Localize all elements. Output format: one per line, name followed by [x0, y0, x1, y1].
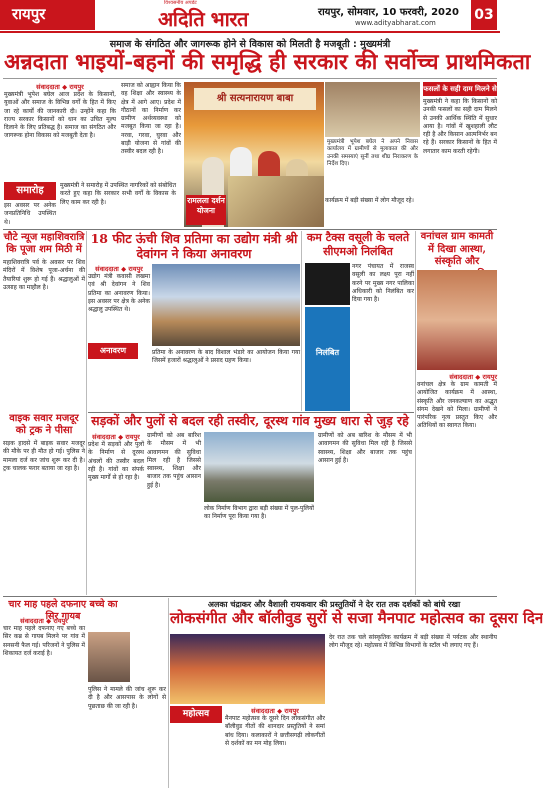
bottom-left-column-1	[3, 616, 85, 786]
tax-body: नगर पंचायत में राजस्व वसूली का लक्ष्य पूरा नहीं करने पर मुख्य नगर पालिका अधिकारी को निलंबित कर दिया गया है।	[352, 263, 414, 304]
statue-photo	[152, 264, 300, 346]
vananchal-body: वनांचल क्षेत्र के ग्राम कामती में आयोजित कार्यक्रम में आस्था, संस्कृति और जनकल्याण का अद्भुत संगम देखने को मिला। ग्रामीणों ने पारंपरिक नृत्य प्रस्तुत किए और अतिथियों का स्वागत किया।	[417, 381, 497, 430]
statue-headline[interactable]: 18 फीट ऊंची शिव प्रतिमा का उद्योग मंत्री श्री देवांगन ने किया अनावरण	[90, 231, 298, 261]
photo-banner: श्री सत्यनारायण बाबा	[194, 88, 316, 110]
vananchal-byline: संवाददाता ◆ रायपुर	[449, 373, 497, 381]
photo-caption	[325, 137, 420, 197]
mahotsav-tag: महोत्सव	[170, 706, 222, 723]
roads-byline: संवाददाता ◆ रायपुर	[92, 433, 140, 441]
statue-body-2: प्रतिमा के अनावरण के बाद विशाल भंडारे का आयोजन किया गया जिसमें हजारों श्रद्धालुओं ने प्रसाद ग्रहण किया।	[152, 349, 300, 365]
lead-body-3: मुख्यमंत्री ने समारोह में उपस्थित नागरिकों को संबोधित करते हुए कहा कि सरकार सभी वर्गों के विकास के लिए काम कर रही है।	[60, 182, 176, 206]
roads-body-3: लोक निर्माण विभाग द्वारा बड़ी संख्या में पुल-पुलियों का निर्माण पूरा किया गया है।	[204, 505, 314, 521]
divider	[415, 231, 416, 595]
villager-photo	[88, 632, 130, 682]
story-headline[interactable]: वाइक सवार मजदूर को ट्रक ने पीसा	[9, 413, 79, 436]
issue-date: रायपुर, सोमवार, 10 फरवरी, 2020	[318, 7, 459, 18]
meeting-photo	[325, 82, 420, 137]
divider	[301, 231, 302, 411]
roads-headline[interactable]: सड़कों और पुलों से बदल रही तस्वीर, दूरस्थ गांव मुख्य धारा से जुड़ रहे	[91, 413, 409, 428]
bottom-left-headline[interactable]: चार माह पहले दफनाए बच्चे का सिर गायब	[8, 599, 118, 622]
side-body: मुख्यमंत्री ने कहा कि किसानों को उनकी फसलों का सही दाम मिलने से उनकी आर्थिक स्थिति में सुधार आया है। गांवों में खुशहाली लौट रही है और किसान आत्मनिर्भर बन रहे हैं। सरकार किसानों के हित में लगातार काम करती रहेगी।	[423, 98, 497, 155]
lead-headline[interactable]: अन्नदाता भाइयों-बहनों की समृद्धि ही सरकार की सर्वोच्च प्राथमिकता	[4, 50, 531, 75]
statue-body-1: उद्योग मंत्री कवासी लखमा एवं श्री देवांगन ने शिव प्रतिमा का अनावरण किया। इस अवसर पर क्षेत्र के अनेक श्रद्धालु उपस्थित थे।	[88, 273, 150, 314]
lead-body-4: इस अवसर पर अनेक जनप्रतिनिधि उपस्थित थे।	[4, 202, 56, 226]
mahotsav-body-1: मैनपाट महोत्सव के दूसरे दिन लोकसंगीत और बॉलीवुड गीतों की शानदार प्रस्तुतियों ने समां बांध दिया। कलाकारों ने छत्तीसगढ़ी लोकगीतों से दर्शकों का मन मोह लिया।	[225, 715, 325, 747]
website-link[interactable]: www.adityabharat.com	[355, 19, 436, 27]
divider	[86, 231, 87, 595]
official-photo	[305, 263, 350, 305]
vananchal-headline[interactable]: वनांचल ग्राम कामती में दिखा आस्था, संस्कृति और	[420, 231, 494, 267]
logo-tagline: विश्वसनीय अपडेट	[164, 0, 197, 6]
roads-column-1	[88, 432, 144, 594]
lead-byline: संवाददाता ◆ रायपुर	[36, 83, 84, 91]
mahotsav-kicker: अलका चंद्राकर और वैशाली रायकवार की प्रस्तुतियों ने देर रात तक दर्शकों को बांधे रखा	[207, 600, 461, 609]
anavaran-tag: अनावरण	[88, 343, 138, 359]
lead-column-1	[4, 82, 116, 197]
newspaper-logo	[150, 0, 270, 32]
mahotsav-byline: संवाददाता ◆ रायपुर	[251, 707, 299, 715]
ramlala-tag: रामलला दर्शन योजना	[186, 195, 226, 225]
statue-column	[88, 264, 150, 411]
vananchal-column	[417, 372, 497, 594]
story-body: सड़क हादसे में बाइक सवार मजदूर की मौके पर ही मौत हो गई। पुलिस ने मामला दर्ज कर जांच शुरू कर दी है। ट्रक चालक फरार बताया जा रहा है।	[3, 440, 85, 472]
samaroh-tag: समारोह	[4, 182, 56, 200]
masthead-rule	[0, 31, 500, 33]
city-label: रायपुर	[12, 5, 46, 23]
bottom-left-byline: संवाददाता ◆ रायपुर	[20, 617, 68, 625]
divider	[3, 78, 497, 79]
mahotsav-column-1	[225, 706, 325, 786]
divider	[3, 596, 497, 597]
lead-body-2: समाज को आह्वान किया कि वह शिक्षा और स्वास्थ्य के क्षेत्र में आगे आए। प्रदेश में गौठानों का निर्माण कर ग्रामीण अर्थव्यवस्था को मजबूत किया जा रहा है। नरवा, गरवा, घुरवा और बाड़ी योजना से गांवों की तस्वीर बदल रही है।	[121, 82, 181, 156]
logo-text: अदिति भारत	[158, 7, 248, 31]
concert-photo	[170, 634, 325, 704]
caption-text: मुख्यमंत्री भूपेश बघेल ने अपने निवास कार्यालय में ग्रामीणों से मुलाकात की और उनकी समस्याएं सुनीं तथा शीघ्र निराकरण के निर्देश दिए।	[327, 139, 418, 167]
city-tab	[0, 0, 95, 30]
vananchal-photo	[417, 270, 497, 370]
mahotsav-body-2: देर रात तक चले सांस्कृतिक कार्यक्रम में बड़ी संख्या में पर्यटक और स्थानीय लोग मौजूद रहे। महोत्सव में विभिन्न विभागों के स्टॉल भी लगाए गए हैं।	[329, 634, 497, 650]
bottom-left-body-2: पुलिस ने मामले की जांच शुरू कर दी है और आसपास के लोगों से पूछताछ की जा रही है।	[88, 686, 166, 710]
nilambit-tag: निलंबित	[305, 307, 350, 411]
lead-body-1: मुख्यमंत्री भूपेश बघेल आज प्रदेश के किसानों, युवाओं और समाज के विभिन्न वर्गों के हित में किए जा रहे कार्यों की जानकारी दी। उन्होंने कहा कि राज्य सरकार किसानों को धान का उचित मूल्य दिलाने के लिए प्रतिबद्ध है। समाज का संगठित और जागरूक होना विकास को मजबूती देता है।	[4, 91, 116, 140]
crowd-photo	[228, 176, 324, 227]
divider	[168, 598, 169, 788]
masthead	[0, 0, 500, 34]
roads-body-4: ग्रामीणों को अब बारिश के मौसम में भी आवागमन की सुविधा मिल रही है जिससे स्वास्थ्य, शिक्षा और बाजार तक पहुंच आसान हुई है।	[318, 432, 412, 464]
mahotsav-headline[interactable]: लोकसंगीत और बॉलीवुड सुरों से सजा मैनपाट महोत्सव का दूसरा दिन	[170, 609, 543, 627]
bottom-left-body-1: चार माह पहले दफनाए गए बच्चे का सिर कब्र से गायब मिलने पर गांव में सनसनी फैल गई। परिजनों ने पुलिस में शिकायत दर्ज कराई है।	[3, 625, 85, 657]
roads-body-2: ग्रामीणों को अब बारिश के मौसम में भी आवागमन की सुविधा मिल रही है जिससे स्वास्थ्य, शिक्षा और बाजार तक पहुंच आसान हुई है।	[147, 432, 201, 489]
lead-body-5: कार्यक्रम में बड़ी संख्या में लोग मौजूद रहे।	[325, 197, 414, 204]
story-headline[interactable]: चौटे न्यूज महाशिवरात्रि कि पूजा शम मिठी में	[3, 232, 85, 255]
bridge-photo	[204, 432, 314, 502]
roads-body-1: प्रदेश में सड़कों और पुलों के निर्माण से दूरस्थ अंचलों की तस्वीर बदल रही है। गांवों का संपर्क मुख्य मार्गों से हो रहा है।	[88, 441, 144, 482]
left-news-column	[3, 232, 85, 594]
statue-byline: संवाददाता ◆ रायपुर	[95, 265, 143, 273]
story-body: महाशिवरात्रि पर्व के अवसर पर शिव मंदिरों में विशेष पूजा-अर्चना की तैयारियां शुरू हो गई हैं। श्रद्धालुओं में उत्साह का माहौल है।	[3, 259, 85, 291]
side-title: फसलों के सही दाम मिलने से	[423, 82, 497, 96]
lead-kicker: समाज के संगठित और जागरूक होने से विकास को मिलती है मजबूती : मुख्यमंत्री	[109, 39, 391, 50]
tax-headline[interactable]: कम टैक्स वसूली के चलते सीएमओ निलंबित	[306, 231, 410, 258]
divider	[3, 229, 497, 230]
page-number: 03	[471, 0, 497, 30]
